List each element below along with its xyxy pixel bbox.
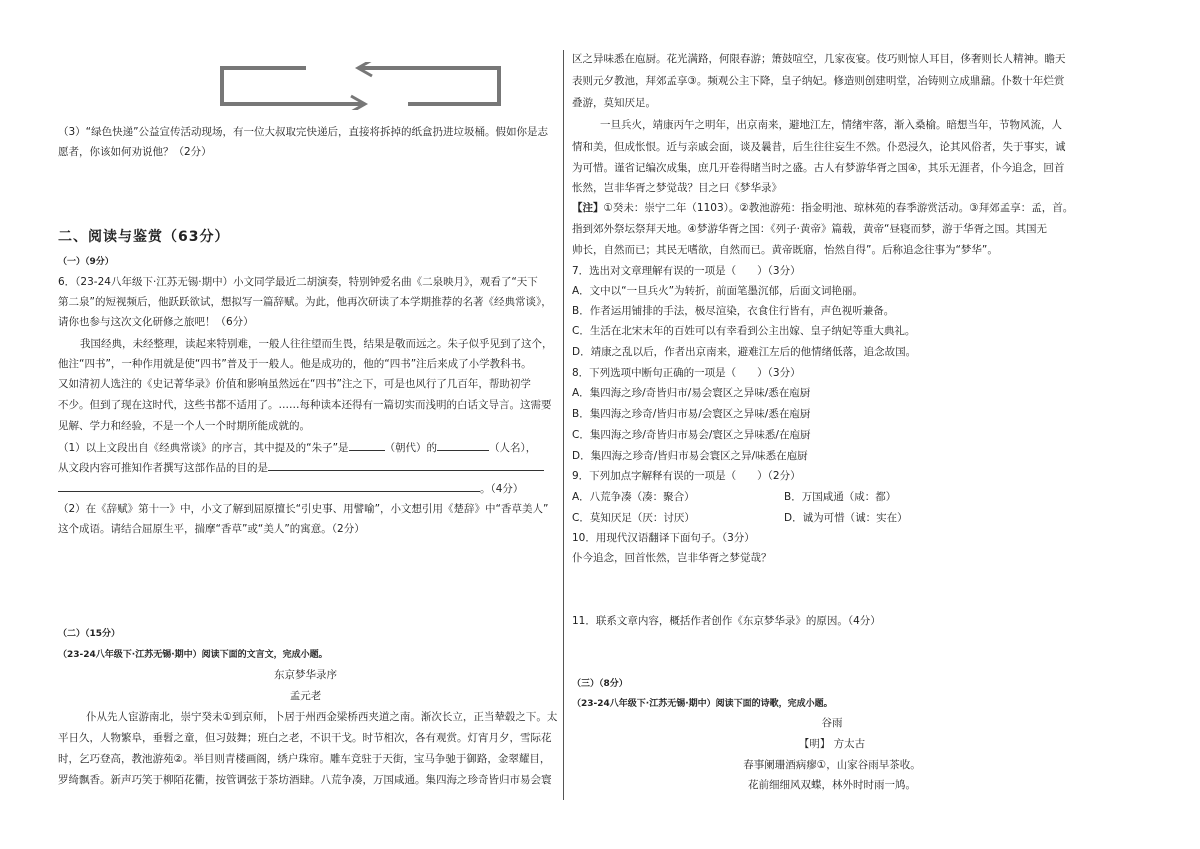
q6-sub1-score: 。（4分） [480, 483, 524, 495]
q9-option: B．万国咸通（咸：都） [784, 491, 897, 503]
sub-heading-3-source: （23-24八年级下·江苏无锡·期中）阅读下面的诗歌，完成小题。 [572, 699, 833, 709]
q6-sub2-line1: （2）在《辞赋》第十一》中，小文了解到屈原擅长“引史事、用譬喻”，小文想引用《楚辞》中“香草美人” [58, 503, 549, 515]
q6-sub1 [58, 440, 536, 455]
q6-sub1-part-b: （朝代）的 [384, 442, 438, 454]
q3-text-line2: 愿者，你该如何劝说他？（2分） [58, 146, 212, 158]
q6-line1: 6．（23-24八年级下·江苏无锡·期中）小文同学最近二胡演奏，特别钟爱名曲《二泉映月》，观看了“天下 [58, 276, 538, 288]
annotation-line: 帅长，自然而已；其民无嗜欲，自然而已。黄帝既寤，怡然自得”。后称追念往事为“梦华”。 [572, 244, 998, 256]
q7-option: D．靖康之乱以后，作者出京南来，避难江左后的他情绪低落，追念故国。 [572, 346, 917, 358]
answer-blank-purpose[interactable] [268, 460, 544, 471]
answer-blank-purpose-cont[interactable] [58, 481, 480, 492]
q6-sub1-line3 [58, 481, 523, 496]
answer-blank-dynasty[interactable] [349, 440, 385, 451]
wenyan-cont-line: 一旦兵火，靖康丙午之明年，出京南来，避地江左，情绪牢落，渐入桑榆。暗想当年，节物风流，人 [600, 119, 1062, 131]
passage-line: 又如清初人选注的《史记菁华录》价值和影响虽然远在“四书”注之下，可是也风行了几百年，帮助初学 [58, 378, 531, 390]
q6-line3: 请你也参与这次文化研修之旅吧！（6分） [58, 316, 254, 328]
q7-option: C．生活在北宋末年的百姓可以有幸看到公主出嫁、皇子纳妃等重大典礼。 [572, 325, 916, 337]
wenyan-title: 东京梦华录序 [274, 669, 337, 681]
q9-option: C．莫知厌足（厌：讨厌） [572, 512, 695, 524]
q6-sub1-line2 [58, 460, 544, 475]
sub-heading-2: （二）（15分） [58, 629, 121, 639]
q7-option: A．文中以“一旦兵火”为转折，前面笔墨沉郁，后面文词艳丽。 [572, 285, 864, 297]
q6-sub1-part-c: （人名）， [489, 442, 537, 454]
wenyan-cont-line: 区之异味悉在庖厨。花光满路，何限春游；箫鼓喧空，几家夜宴。伎巧则惊人耳目，侈奢则长人精神。瞻天 [572, 53, 1066, 65]
annotation-text: ①癸未：崇宁二年（1103）。②教池游苑：指金明池、琼林苑的春季游赏活动。③拜郊孟享：孟，首。 [603, 202, 1074, 214]
poem-title: 谷雨 [821, 717, 843, 729]
annotation-label: 【注】 [572, 202, 604, 214]
poem-line: 春事阑珊酒病瘳①，山家谷雨早茶收。 [743, 759, 921, 771]
wenyan-line: 罗绮飘香。新声巧笑于柳陌花衢，按管调弦于茶坊酒肆。八荒争凑，万国咸通。集四海之珍奇皆归市易会寰 [58, 774, 552, 786]
section-title: 二、阅读与鉴赏（63分） [58, 229, 230, 245]
q8-option: B．集四海之珍奇/皆归市易/会寰区之异味/悉在庖厨 [572, 408, 811, 420]
q6-sub1-part-a: （1）以上文段出自《经典常谈》的序言，其中提及的“朱子”是 [58, 442, 349, 454]
annotation-line [572, 201, 1073, 215]
q8-option: D．集四海之珍奇/皆归市易会寰区之异/味悉在庖厨 [572, 450, 808, 462]
q7-option: B．作者运用铺排的手法，极尽渲染，衣食住行皆有，声色视听兼备。 [572, 305, 895, 317]
recycle-arrows-diagram [218, 62, 503, 110]
sub-heading-1: （一）（9分） [58, 257, 114, 267]
q6-line2: 第二泉”的短视频后，他跃跃欲试，想拟写一篇辞赋。为此，他再次研读了本学期推荐的名著《经典常谈》， [58, 296, 552, 308]
q11-stem: 11．联系文章内容，概括作者创作《东京梦华录》的原因。（4分） [572, 615, 881, 627]
wenyan-cont-line: 表则元夕教池，拜郊孟享③。频观公主下降，皇子纳妃。修造则创建明堂，冶铸则立成鼎鼐。仆数十年烂赏 [572, 75, 1065, 87]
q7-stem: 7．选出对文章理解有误的一项是（ ）（3分） [572, 265, 801, 277]
wenyan-cont-line: 为可惜。谨省记编次成集，庶几开卷得睹当时之盛。古人有梦游华胥之国④，其乐无涯者，仆今追念，回首 [572, 162, 1065, 174]
passage-line: 不少。但到了现在这时代，这些书都不适用了。……每种读本还得有一篇切实而浅明的白话文导言。这需要 [58, 399, 552, 411]
passage-line: 我国经典，未经整理，读起来特别难，一般人往往望而生畏，结果是敬而远之。朱子似乎见到了这个， [80, 338, 553, 350]
answer-blank-name[interactable] [437, 440, 489, 451]
wenyan-cont-line: 叠游，莫知厌足。 [572, 97, 656, 109]
q8-option: A．集四海之珍/奇皆归市/易会寰区之异味/悉在庖厨 [572, 387, 811, 399]
wenyan-cont-line: 怅然，岂非华胥之梦觉哉？目之曰《梦华录》 [572, 182, 782, 194]
wenyan-line: 平日久，人物繁阜，垂髫之童，但习鼓舞；班白之老，不识干戈。时节相次，各有观赏。灯宵月夕，雪际花 [58, 732, 552, 744]
q8-option: C．集四海之珍/奇皆归市易会/寰区之异味悉/在庖厨 [572, 429, 811, 441]
sub-heading-2-source: （23-24八年级下·江苏无锡·期中）阅读下面的文言文，完成小题。 [58, 650, 328, 660]
wenyan-cont-line: 情和美，但成怅恨。近与亲戚会面，谈及曩昔，后生往往妄生不然。仆恐浸久，论其风俗者，失于事实，诚 [572, 141, 1066, 153]
q8-stem: 8．下列选项中断句正确的一项是（ ）（3分） [572, 367, 801, 379]
column-divider [563, 50, 564, 800]
q10-sentence: 仆今追念，回首怅然，岂非华胥之梦觉哉？ [572, 552, 772, 564]
wenyan-author: 孟元老 [289, 690, 322, 702]
sub-heading-3: （三）（8分） [572, 679, 628, 689]
passage-line: 他注“四书”，一种作用就是使“四书”普及于一般人。他是成功的，他的“四书”注后来成了小学教科书。 [58, 358, 532, 370]
q10-stem: 10．用现代汉语翻译下面句子。（3分） [572, 532, 755, 544]
q9-stem: 9．下列加点字解释有误的一项是（ ）（2分） [572, 470, 801, 482]
wenyan-line: 时，乞巧登高，教池游苑②。举目则青楼画阁，绣户珠帘。雕车竞驻于天街，宝马争驰于御路，金翠耀目， [58, 753, 551, 765]
q9-option: A．八荒争凑（凑：聚合） [572, 491, 695, 503]
poem-author: 【明】 方太古 [798, 738, 866, 750]
q6-sub1-part-d: 从文段内容可推知作者撰写这部作品的目的是 [58, 462, 268, 474]
q3-text-line1: （3）“绿色快递”公益宣传活动现场，有一位大叔取完快递后，直接将拆掉的纸盒扔进垃圾桶。假如你是志 [58, 126, 549, 138]
annotation-line: 指到郊外祭坛祭拜天地。④梦游华胥之国：《列子·黄帝》篇载，黄帝“昼寝而梦，游于华胥之国。其国无 [572, 223, 1047, 235]
wenyan-line: 仆从先人宦游南北，崇宁癸未①到京师，卜居于州西金梁桥西夹道之南。渐次长立，正当辇毂之下。太 [86, 711, 558, 723]
passage-line: 见解、学力和经验，不是一个人一个时期所能成就的。 [58, 420, 310, 432]
q6-sub2-line2: 这个成语。请结合屈原生平，揣摩“香草”或“美人”的寓意。（2分） [58, 523, 365, 535]
q9-option: D．诚为可惜（诚：实在） [784, 512, 908, 524]
poem-line: 花前细细风双蝶，林外时时雨一鸠。 [748, 779, 916, 791]
